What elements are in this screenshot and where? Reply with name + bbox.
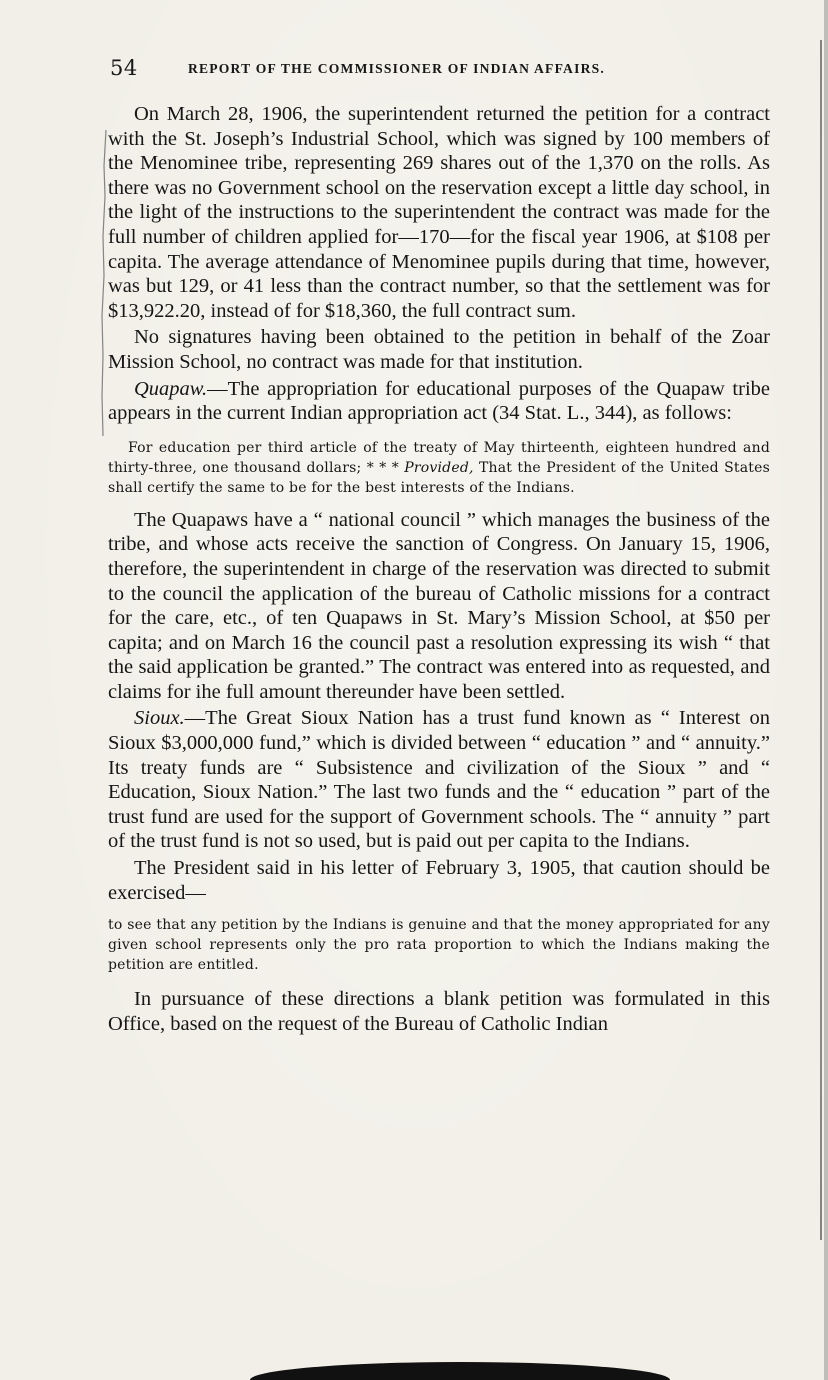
running-head: REPORT OF THE COMMISSIONER OF INDIAN AFFAIRS. xyxy=(188,61,605,76)
paragraph-president-letter: The President said in his letter of February 3, 1905, that caution should be exercised— xyxy=(108,857,770,904)
quote-president: to see that any petition by the Indians is genuine and that the money appropriated for any given school represents only the pro rata proportion to which the Indians making the petition are entitled. xyxy=(108,917,770,974)
page-header xyxy=(108,56,768,86)
paragraph-blank-petition: In pursuance of these directions a blank petition was formulated in this Office, based on the request of the Bureau of Catholic Indian xyxy=(108,988,770,1035)
quote-appropriation-text-a: For education per third article of the treaty of May thirteenth, eighteen hundred and thirty-three, one thousand dollars; * * * xyxy=(108,439,770,476)
quote-appropriation-text-b: That the President of the United States shall certify the same to be for the best interests of the Indians. xyxy=(108,459,770,496)
page-edge-line xyxy=(820,40,822,1240)
margin-pencil-mark xyxy=(100,126,103,426)
page-number: 54 xyxy=(110,56,138,80)
bottom-scan-shadow xyxy=(250,1362,670,1380)
paragraph-sioux xyxy=(108,706,770,854)
body-text xyxy=(108,102,770,1036)
quote-appropriation-act xyxy=(108,438,770,498)
page-edge-shadow xyxy=(824,0,828,1380)
paragraph-quapaw xyxy=(108,377,770,426)
paragraph-quapaw-council: The Quapaws have a “ national council ” which manages the business of the tribe, and whose acts receive the sanction of Congress. On January 15, 1906, therefore, the superintendent in charge of the reservation was directed to submit to the council the application of the bureau of Catholic missions for a contract for the care, etc., of ten Quapaws in St. Mary’s Mission School, at $50 per capita; and on March 16 the council past a resolution expressing its wish “ that the said application be granted.” The contract was entered into as requested, and claims for ihe full amount thereunder have been settled. xyxy=(108,508,770,703)
paragraph-zoar-mission: No signatures having been obtained to the petition in behalf of the Zoar Mission School, no contract was made for that institution. xyxy=(108,326,770,373)
paragraph-sioux-text: —The Great Sioux Nation has a trust fund known as “ Interest on Sioux $3,000,000 fund,” which is divided between “ education ” and “ annuity.” Its treaty funds are “ Subsistence and civilization of the Sioux ” and “ Education, Sioux Nation.” The last two funds and the “ education ” part of the trust fund are used for the support of Government schools. The “ annuity ” part of the trust fund is not so used, but is paid out per capita to the Indians. xyxy=(108,707,770,853)
quote-appropriation-italic: Provided, xyxy=(404,459,474,476)
paragraph-menominee-contract: On March 28, 1906, the superintendent returned the petition for a contract with the St. Joseph’s Industrial School, which was signed by 100 members of the Menominee tribe, representing 269 shares out of the 1,370 on the rolls. As there was no Government school on the reservation except a little day school, in the light of the instructions to the superintendent the contract was made for the full number of children applied for—170—for the fiscal year 1906, at $108 per capita. The average attendance of Menominee pupils during that time, however, was but 129, or 41 less than the contract number, so that the settlement was for $13,922.20, instead of for $18,360, the full contract sum. xyxy=(108,103,770,322)
paragraph-quapaw-text: —The appropriation for educational purposes of the Quapaw tribe appears in the current Indian appropriation act (34 Stat. L., 344), as follows: xyxy=(108,377,770,425)
section-head-sioux: Sioux. xyxy=(134,707,185,730)
section-head-quapaw: Quapaw. xyxy=(134,377,208,400)
